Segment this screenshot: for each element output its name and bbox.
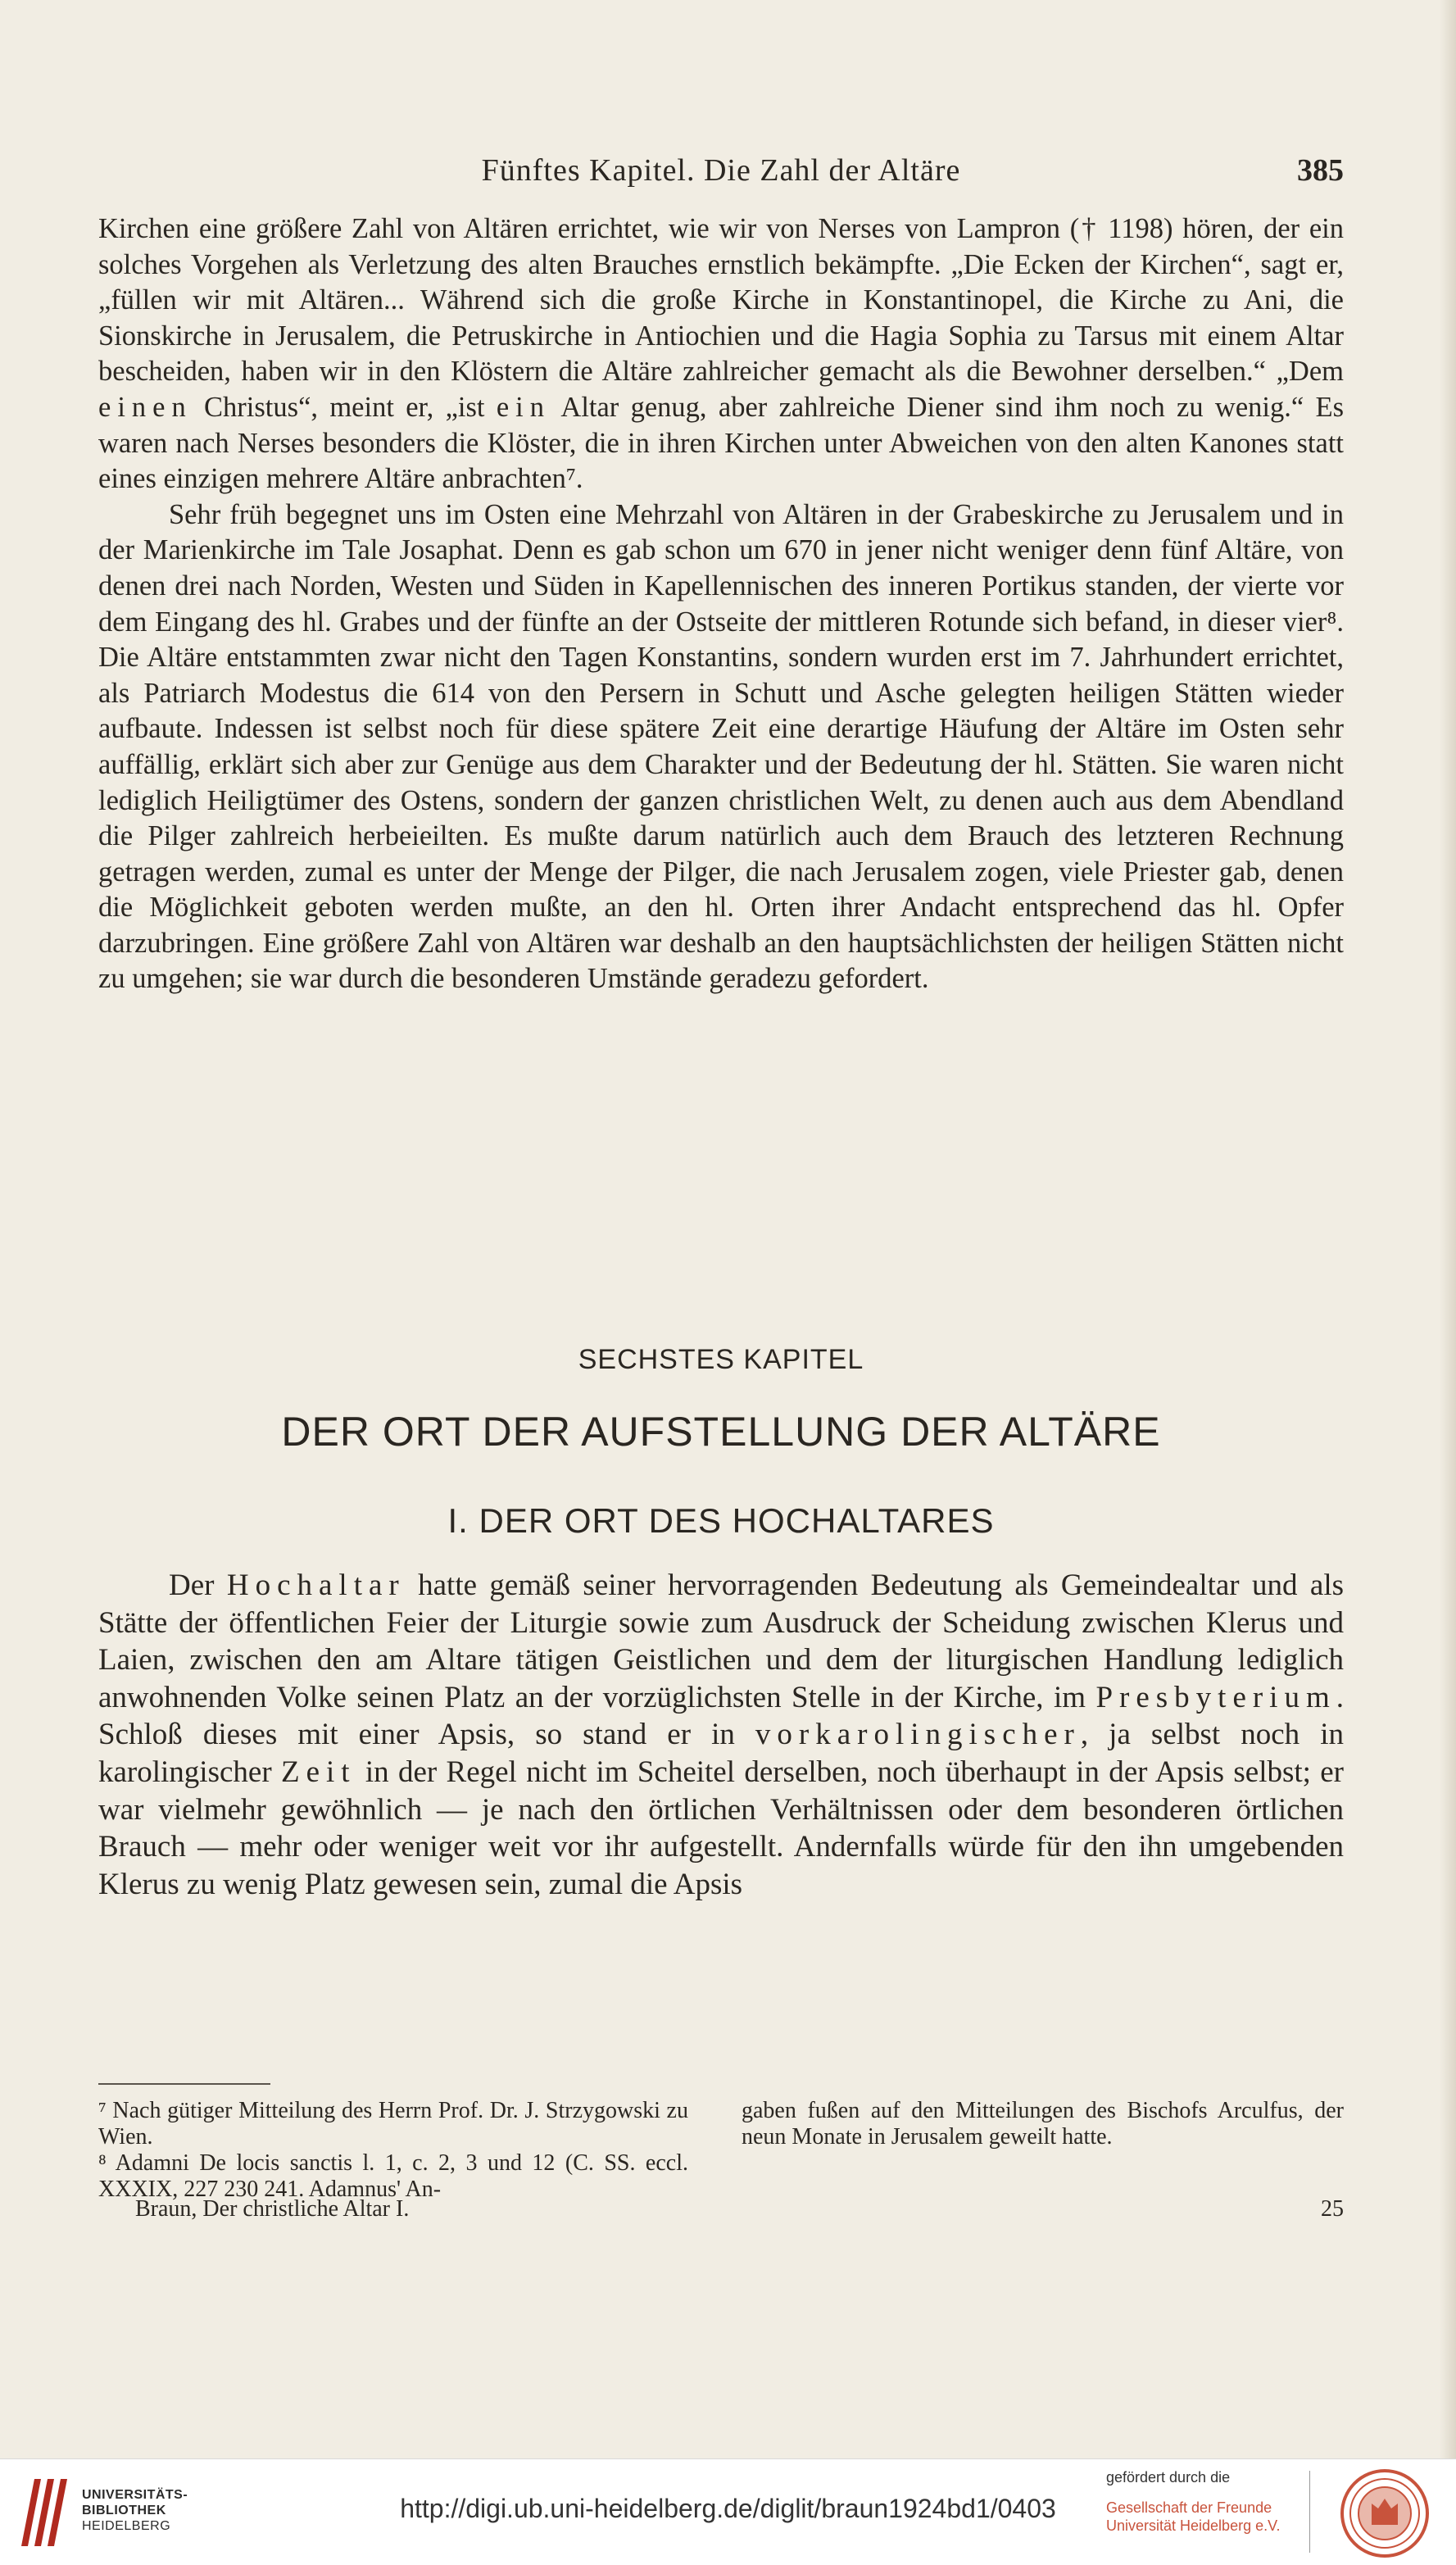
footnote-rule [98, 2083, 270, 2085]
viewer-footer [0, 2458, 1456, 2565]
running-head [98, 152, 1344, 198]
permalink-url[interactable]: http://digi.ub.uni-heidelberg.de/diglit/braun1924bd1/0403 [400, 2494, 1056, 2523]
signature-number: 25 [1321, 2196, 1344, 2222]
page-number: 385 [1297, 153, 1344, 188]
section-title: I. DER ORT DES HOCHALTARES [447, 1501, 995, 1540]
university-seal-icon [1336, 2467, 1434, 2559]
chapter-title: DER ORT DER AUFSTELLUNG DER ALTÄRE [281, 1409, 1161, 1455]
library-name: UNIVERSITÄTS- BIBLIOTHEK HEIDELBERG [82, 2488, 188, 2533]
footnotes-left [98, 2098, 688, 2203]
footnote-8: ⁸ Adamni De locis sanctis l. 1, c. 2, 3 und 12 (C. SS. eccl. XXXIX, 227 230 241. Adamnus' An- [98, 2150, 688, 2202]
footnote-8-continued: gaben fußen auf den Mitteilungen des Bischofs Arculfus, der neun Monate in Jerusalem geweilt hatte. [742, 2098, 1344, 2150]
spaced-emphasis: ein [496, 391, 551, 423]
body-text-upper [98, 211, 1344, 997]
page-edge [1440, 0, 1456, 2458]
paragraph: Kirchen eine größere Zahl von Altären errichtet, wie wir von Nerses von Lampron († 1198) hören, der ein solches Vorgehen als Verletzung des alten Brauches ernstlich bekämpfte. „Die Ecken der Kirchen“, sagt er, „füllen wir mit Altären... Während sich die große Kirche in Konstantinopel, die Kirche zu Ani, die Sionskirche in Jerusalem, die Petruskirche in Antiochien und die Hagia Sophia zu Tarsus mit einem Altar bescheiden, haben wir in den Klöstern die Altäre zahlreicher gemacht als die Bewohner derselben.“ „Dem einen Christus“, meint er, „ist ein Altar genug, aber zahlreiche Diener sind ihm noch zu wenig.“ Es waren nach Nerses besonders die Klöster, die in ihren Kirchen unter Abweichen von den alten Kanones statt eines einzigen mehrere Altäre anbrachten⁷. [98, 213, 1344, 495]
chapter-label: SECHSTES KAPITEL [578, 1344, 864, 1375]
footer-divider [1309, 2471, 1310, 2553]
sponsor-label: gefördert durch die [1106, 2469, 1231, 2486]
sponsor-name: Gesellschaft der Freunde Universität Heidelberg e.V. [1106, 2499, 1281, 2534]
paragraph: Sehr früh begegnet uns im Osten eine Mehrzahl von Altären in der Grabeskirche zu Jerusalem und in der Marienkirche im Tale Josaphat. Denn es gab schon um 670 in jener nicht weniger denn fünf Altäre, von denen drei nach Norden, Westen und Süden in Kapellennischen des inneren Portikus standen, der vierte vor dem Eingang des hl. Grabes und der fünfte an der Ostseite der mittleren Rotunde sich befand, in dieser vier⁸. Die Altäre entstammten zwar nicht den Tagen Konstantins, sondern wurden erst im 7. Jahrhundert errichtet, als Patriarch Modestus die 614 von den Persern in Schutt und Asche gelegten heiligen Stätten wieder aufbaute. Indessen ist selbst noch für diese spätere Zeit eine derartige Häufung der Altäre im Osten sehr auffällig, erklärt sich aber zur Genüge aus dem Charakter und der Bedeutung der hl. Stätten. Sie waren nicht lediglich Heiligtümer des Ostens, sondern der ganzen christlichen Welt, zu denen auch aus dem Abendland die Pilger zahlreich herbeieilten. Es mußte darum natürlich auch dem Brauch des letzteren Rechnung getragen werden, zumal es unter der Menge der Pilger, die nach Jerusalem zogen, viele Priester gab, denen die Möglichkeit geboten werden mußte, an den hl. Orten ihrer Andacht entsprechend das hl. Opfer darzubringen. Eine größere Zahl von Altären war deshalb an den hauptsächlichsten der heiligen Stätten nicht zu umgehen; sie war durch die besonderen Umstände geradezu gefordert. [98, 498, 1344, 995]
paragraph: Der Hochaltar hatte gemäß seiner hervorragenden Bedeutung als Gemeindealtar und als Stätte der öffentlichen Feier der Liturgie sowie zum Ausdruck der Scheidung zwischen Klerus und Laien, zwischen den am Altare tätigen Geistlichen und dem der liturgischen Handlung lediglich anwohnenden Volke seinen Platz an der vorzüglichsten Stelle in der Kirche, im Presbyterium. Schloß dieses mit einer Apsis, so stand er in vorkarolingischer, ja selbst noch in karolingischer Zeit in der Regel nicht im Scheitel derselben, noch überhaupt in der Apsis selbst; er war vielmehr gewöhnlich — je nach den örtlichen Verhältnissen oder dem besonderen örtlichen Brauch — mehr oder weniger weit vor ihr aufgestellt. Andernfalls würde für den ihn umgebenden Klerus zu wenig Platz gewesen sein, zumal die Apsis [98, 1569, 1344, 1901]
spaced-emphasis: einen [98, 391, 193, 423]
spaced-emphasis: Zeit [280, 1755, 356, 1789]
body-text-lower [98, 1567, 1344, 1903]
footnotes-right [742, 2098, 1344, 2150]
printer-signature: Braun, Der christliche Altar I. [135, 2196, 410, 2222]
spaced-emphasis: vorkarolingischer [755, 1718, 1081, 1752]
spaced-emphasis: Hochaltar [226, 1569, 406, 1602]
running-title: Fünftes Kapitel. Die Zahl der Altäre [481, 153, 961, 188]
footnote-7: ⁷ Nach gütiger Mitteilung des Herrn Prof. Dr. J. Strzygowski zu Wien. [98, 2098, 688, 2150]
spaced-emphasis: Presbyterium [1095, 1680, 1336, 1714]
